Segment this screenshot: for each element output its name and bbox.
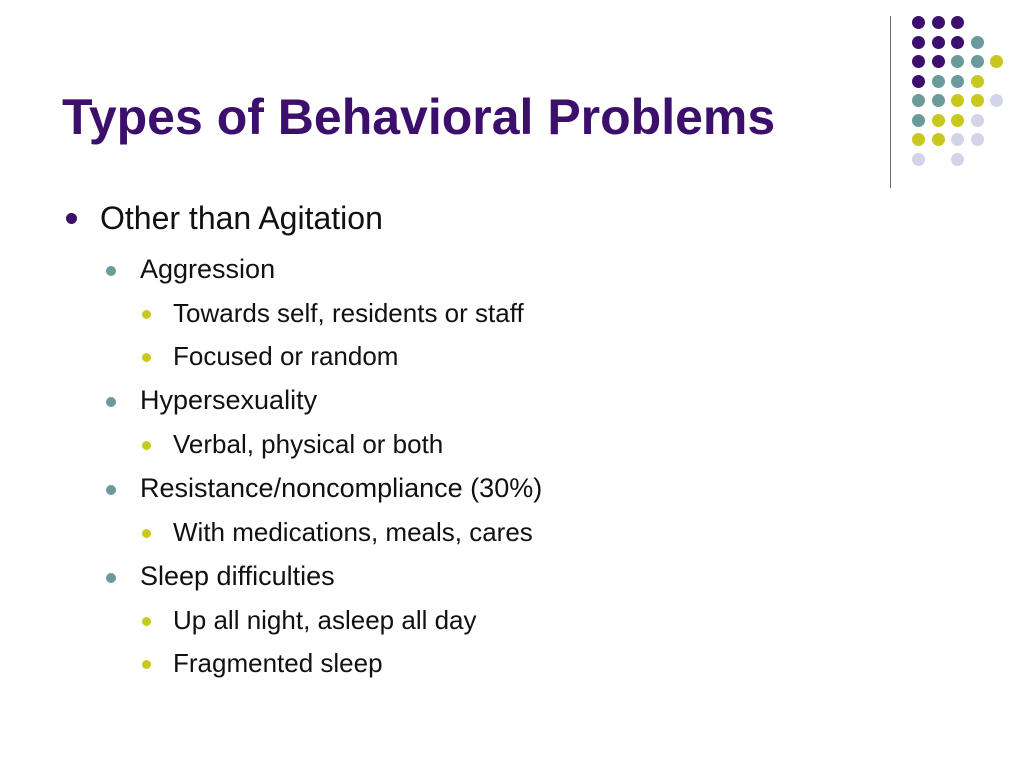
bullet-dot-icon (106, 573, 116, 583)
bullet-text: Verbal, physical or both (173, 429, 444, 459)
bullet-item-level-2 (140, 473, 542, 504)
bullet-item-level-3 (173, 341, 398, 372)
bullet-item-level-3 (173, 648, 383, 679)
bullet-dot-icon (142, 310, 151, 319)
bullet-dot-icon (106, 397, 116, 407)
slide-title: Types of Behavioral Problems (62, 89, 776, 145)
bullet-text: Towards self, residents or staff (173, 298, 524, 328)
bullet-dot-icon (142, 441, 151, 450)
bullet-text: With medications, meals, cares (173, 517, 533, 547)
bullet-dot-icon (142, 660, 151, 669)
bullet-item-level-3 (173, 298, 524, 329)
bullet-dot-icon (142, 617, 151, 626)
bullet-item-level-3 (173, 517, 533, 548)
bullet-text: Hypersexuality (140, 385, 318, 415)
bullet-text: Up all night, asleep all day (173, 605, 477, 635)
bullet-text: Focused or random (173, 341, 399, 371)
bullet-text: Other than Agitation (100, 200, 383, 236)
bullet-item-level-3 (173, 605, 477, 636)
bullet-item-level-2 (140, 385, 317, 416)
bullet-dot-icon (66, 213, 77, 224)
bullet-item-level-2 (140, 254, 275, 285)
bullet-text: Fragmented sleep (173, 648, 383, 678)
bullet-dot-icon (142, 353, 151, 362)
bullet-item-level-1 (100, 200, 383, 237)
bullet-text: Resistance/noncompliance (30%) (140, 473, 543, 503)
bullet-text: Aggression (140, 254, 276, 284)
bullet-dot-icon (106, 485, 116, 495)
bullet-item-level-3 (173, 429, 443, 460)
bullet-dot-icon (106, 266, 116, 276)
bullet-text: Sleep difficulties (140, 561, 335, 591)
bullet-item-level-2 (140, 561, 335, 592)
bullet-dot-icon (142, 529, 151, 538)
